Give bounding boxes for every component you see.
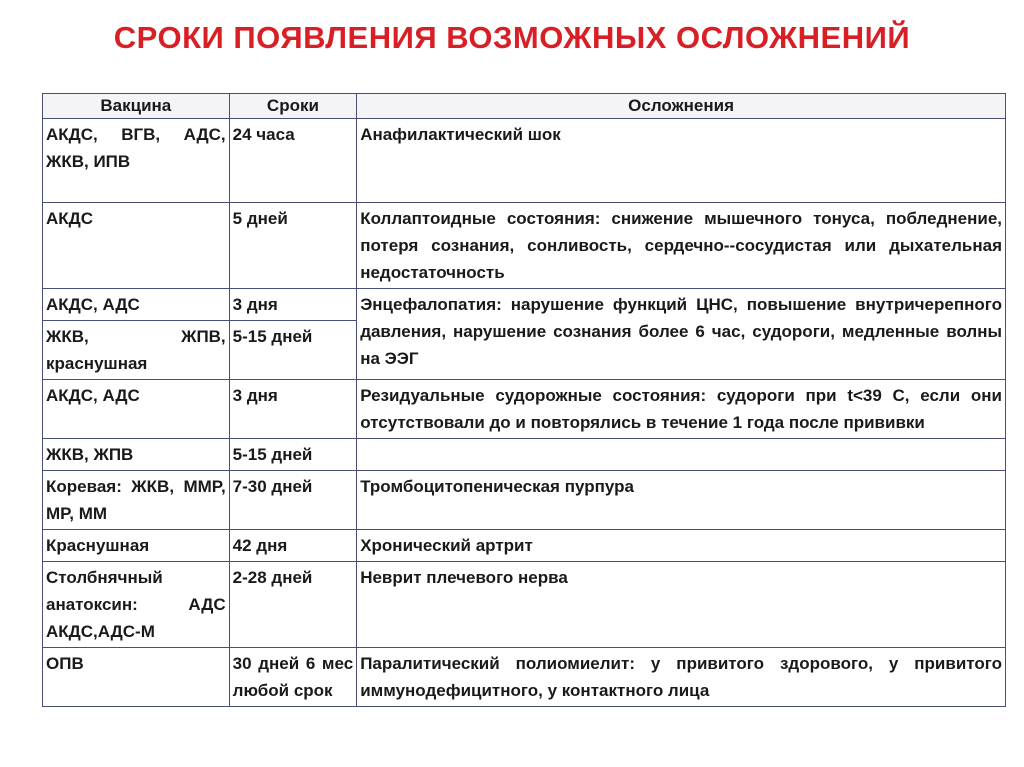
term-cell: 3 дня [229, 289, 357, 321]
complication-cell: Анафилактический шок [357, 119, 1006, 203]
table-row [43, 562, 1006, 648]
table-row [43, 439, 1006, 471]
complication-cell [357, 439, 1006, 471]
complication-cell: Энцефалопатия: нарушение функций ЦНС, повышение внутричерепного давления, нарушение сознания более 6 час, судороги, медленные волны на ЭЭГ [357, 289, 1006, 380]
header-complications: Осложнения [357, 94, 1006, 119]
term-cell: 3 дня [229, 380, 357, 439]
term-cell: 30 дней 6 мес любой срок [229, 648, 357, 707]
table-row [43, 203, 1006, 289]
vaccine-cell: ЖКВ, ЖПВ, краснушная [43, 321, 230, 380]
vaccine-cell: ЖКВ, ЖПВ [43, 439, 230, 471]
table-row [43, 289, 1006, 321]
table-row [43, 380, 1006, 439]
complication-cell: Коллаптоидные состояния: снижение мышечного тонуса, побледнение, потеря сознания, сонливость, сердечно--сосудистая или дыхательная недостаточность [357, 203, 1006, 289]
table-row [43, 648, 1006, 707]
table-row [43, 530, 1006, 562]
page-title: СРОКИ ПОЯВЛЕНИЯ ВОЗМОЖНЫХ ОСЛОЖНЕНИЙ [113, 20, 911, 55]
term-cell: 2-28 дней [229, 562, 357, 648]
term-cell: 7-30 дней [229, 471, 357, 530]
vaccine-cell: АКДС, ВГВ, АДС, ЖКВ, ИПВ [43, 119, 230, 203]
table-row [43, 119, 1006, 203]
vaccine-cell: Коревая: ЖКВ, MMP, MP, MM [43, 471, 230, 530]
header-vaccine: Вакцина [43, 94, 230, 119]
vaccine-cell: Краснушная [43, 530, 230, 562]
complication-cell: Тромбоцитопеническая пурпура [357, 471, 1006, 530]
complications-table [42, 93, 1006, 707]
vaccine-cell: ОПВ [43, 648, 230, 707]
table-header-row [43, 94, 1006, 119]
complication-cell: Паралитический полиомиелит: у привитого здорового, у привитого иммунодефицитного, у контактного лица [357, 648, 1006, 707]
complication-cell: Резидуальные судорожные состояния: судороги при t<39 С, если они отсутствовали до и повторялись в течение 1 года после прививки [357, 380, 1006, 439]
term-cell: 42 дня [229, 530, 357, 562]
term-cell: 5-15 дней [229, 439, 357, 471]
vaccine-cell: Столбнячный анатоксин: АДС АКДС,АДС-М [43, 562, 230, 648]
complication-cell: Хронический артрит [357, 530, 1006, 562]
term-cell: 5-15 дней [229, 321, 357, 380]
header-term: Сроки [229, 94, 357, 119]
term-cell: 5 дней [229, 203, 357, 289]
vaccine-cell: АКДС [43, 203, 230, 289]
vaccine-cell: АКДС, АДС [43, 289, 230, 321]
complication-cell: Неврит плечевого нерва [357, 562, 1006, 648]
term-cell: 24 часа [229, 119, 357, 203]
vaccine-cell: АКДС, АДС [43, 380, 230, 439]
table-row [43, 471, 1006, 530]
